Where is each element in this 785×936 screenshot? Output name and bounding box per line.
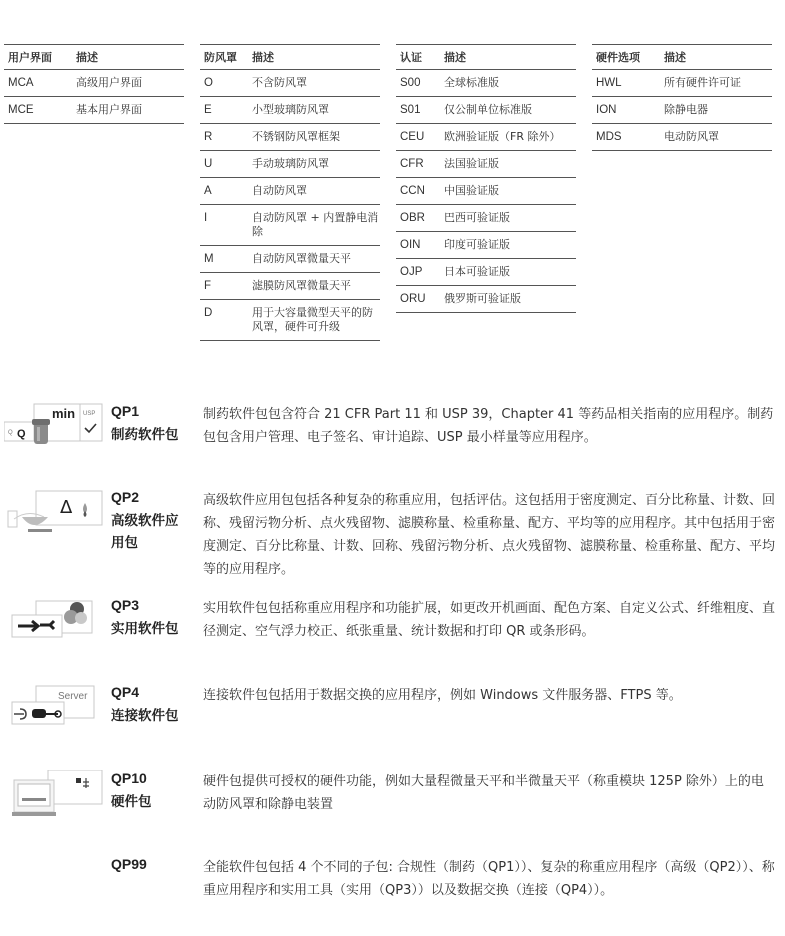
option-code: OBR xyxy=(396,205,440,232)
table-row xyxy=(200,300,380,341)
table-row xyxy=(396,97,576,124)
option-code: A xyxy=(200,178,248,205)
server-connection-icon xyxy=(4,684,104,736)
column-header: 认证 xyxy=(396,45,440,70)
svg-text:Q: Q xyxy=(8,430,13,436)
option-code: ION xyxy=(592,97,660,124)
package-qp2 xyxy=(0,489,785,579)
table-row xyxy=(592,124,772,151)
draftshield-options-table xyxy=(200,44,380,341)
option-code: CFR xyxy=(396,151,440,178)
package-code: QP99 xyxy=(111,856,147,872)
svg-text:min: min xyxy=(52,406,76,421)
option-code: M xyxy=(200,246,248,273)
table-row xyxy=(396,151,576,178)
package-description: 制药软件包包含符合 21 CFR Part 11 和 USP 39，Chapter 41 等药品相关指南的应用程序。制药包包含用户管理、电子签名、审计追踪、USP 最小样量等应用程序。 xyxy=(203,407,774,445)
option-description: 手动玻璃防风罩 xyxy=(248,151,380,178)
option-description: 法国验证版 xyxy=(440,151,576,178)
option-code: CCN xyxy=(396,178,440,205)
package-qp4 xyxy=(0,684,785,734)
option-description: 除静电器 xyxy=(660,97,772,124)
wrench-tools-icon xyxy=(4,597,104,649)
svg-text:Server: Server xyxy=(58,691,88,702)
density-application-icon xyxy=(4,489,104,541)
table-row xyxy=(396,286,576,313)
column-header: 防风罩 xyxy=(200,45,248,70)
table-header-row xyxy=(592,45,772,70)
package-name: 硬件包 xyxy=(111,794,152,810)
option-description: 不含防风罩 xyxy=(248,70,380,97)
package-name: 实用软件包 xyxy=(111,621,179,637)
option-code: U xyxy=(200,151,248,178)
table-row xyxy=(200,151,380,178)
package-code: QP10 xyxy=(111,770,147,786)
option-description: 日本可验证版 xyxy=(440,259,576,286)
option-code: MDS xyxy=(592,124,660,151)
option-description: 巴西可验证版 xyxy=(440,205,576,232)
package-qp10 xyxy=(0,770,785,820)
table-row xyxy=(200,246,380,273)
package-code: QP4 xyxy=(111,684,140,700)
ui-options-table xyxy=(4,44,184,124)
option-description: 用于大容量微型天平的防风罩，硬件可升级 xyxy=(248,300,380,341)
svg-text:Δ: Δ xyxy=(60,497,73,518)
option-description: 滤膜防风罩微量天平 xyxy=(248,273,380,300)
option-code: S00 xyxy=(396,70,440,97)
hardware-options-table xyxy=(592,44,772,151)
option-code: OJP xyxy=(396,259,440,286)
option-code: ORU xyxy=(396,286,440,313)
option-description: 自动防风罩 + 内置静电消除 xyxy=(248,205,380,246)
option-code: O xyxy=(200,70,248,97)
table-header-row xyxy=(200,45,380,70)
package-code: QP1 xyxy=(111,403,140,419)
table-row xyxy=(396,259,576,286)
table-row xyxy=(396,232,576,259)
package-name: 高级软件应用包 xyxy=(111,513,179,551)
table-row xyxy=(200,205,380,246)
package-description: 高级软件应用包包括各种复杂的称重应用，包括评估。这包括用于密度测定、百分比称量、计数、回称、残留污物分析、点火残留物、滤膜称量、检重称量、配方、平均等的应用程序。其中包括用于密度测定、百分比称量、计数、回称、残留污物分析、点火残留物、滤膜称量、检重称量、配方、平均等的应用程序。 xyxy=(203,493,776,577)
column-header: 用户界面 xyxy=(4,45,72,70)
table-row xyxy=(200,273,380,300)
table-row xyxy=(200,97,380,124)
certification-options-table xyxy=(396,44,576,313)
package-description: 硬件包提供可授权的硬件功能，例如大量程微量天平和半微量天平（称重模块 125P 除外）上的电动防风罩和除静电装置 xyxy=(203,774,764,812)
package-qp3 xyxy=(0,597,785,647)
option-code: R xyxy=(200,124,248,151)
option-description: 高级用户界面 xyxy=(72,70,184,97)
table-row xyxy=(4,70,184,97)
option-description: 仅公制单位标准版 xyxy=(440,97,576,124)
option-code: MCE xyxy=(4,97,72,124)
option-description: 欧洲验证版（FR 除外） xyxy=(440,124,576,151)
package-code: QP3 xyxy=(111,597,140,613)
table-row xyxy=(396,205,576,232)
option-code: OIN xyxy=(396,232,440,259)
table-row xyxy=(396,70,576,97)
option-description: 印度可验证版 xyxy=(440,232,576,259)
option-description: 俄罗斯可验证版 xyxy=(440,286,576,313)
option-description: 自动防风罩微量天平 xyxy=(248,246,380,273)
table-row xyxy=(4,97,184,124)
package-qp99 xyxy=(0,856,785,906)
option-description: 不锈钢防风罩框架 xyxy=(248,124,380,151)
option-description: 中国验证版 xyxy=(440,178,576,205)
option-description: 全球标准版 xyxy=(440,70,576,97)
package-description: 全能软件包包括 4 个不同的子包: 合规性（制药（QP1））、复杂的称重应用程序（高级（QP2））、称重应用程序和实用工具（实用（QP3））以及数据交换（连接（QP4））。 xyxy=(203,860,775,898)
option-description: 基本用户界面 xyxy=(72,97,184,124)
option-code: E xyxy=(200,97,248,124)
table-row xyxy=(200,70,380,97)
option-description: 所有硬件许可证 xyxy=(660,70,772,97)
pharma-balance-icon xyxy=(4,403,104,455)
package-description: 连接软件包包括用于数据交换的应用程序，例如 Windows 文件服务器、FTPS 等。 xyxy=(203,688,682,703)
option-code: D xyxy=(200,300,248,341)
option-code: F xyxy=(200,273,248,300)
table-row xyxy=(396,178,576,205)
package-name: 连接软件包 xyxy=(111,708,179,724)
table-row xyxy=(592,70,772,97)
package-qp1 xyxy=(0,403,785,463)
column-header: 硬件选项 xyxy=(592,45,660,70)
svg-text:USP: USP xyxy=(83,411,96,417)
package-name: 制药软件包 xyxy=(111,427,179,443)
option-code: S01 xyxy=(396,97,440,124)
column-header: 描述 xyxy=(248,45,380,70)
table-row xyxy=(200,178,380,205)
option-code: HWL xyxy=(592,70,660,97)
table-row xyxy=(396,124,576,151)
table-header-row xyxy=(4,45,184,70)
package-code: QP2 xyxy=(111,489,140,505)
column-header: 描述 xyxy=(440,45,576,70)
svg-text:Q: Q xyxy=(17,428,26,440)
option-code: CEU xyxy=(396,124,440,151)
option-code: I xyxy=(200,205,248,246)
option-code: MCA xyxy=(4,70,72,97)
package-description: 实用软件包包括称重应用程序和功能扩展，如更改开机画面、配色方案、自定义公式、纤维粗度、直径测定、空气浮力校正、纸张重量、统计数据和打印 QR 或条形码。 xyxy=(203,601,776,639)
hardware-balance-icon xyxy=(4,770,104,822)
table-row xyxy=(200,124,380,151)
option-description: 自动防风罩 xyxy=(248,178,380,205)
option-description: 小型玻璃防风罩 xyxy=(248,97,380,124)
table-header-row xyxy=(396,45,576,70)
table-row xyxy=(592,97,772,124)
option-description: 电动防风罩 xyxy=(660,124,772,151)
column-header: 描述 xyxy=(660,45,772,70)
column-header: 描述 xyxy=(72,45,184,70)
